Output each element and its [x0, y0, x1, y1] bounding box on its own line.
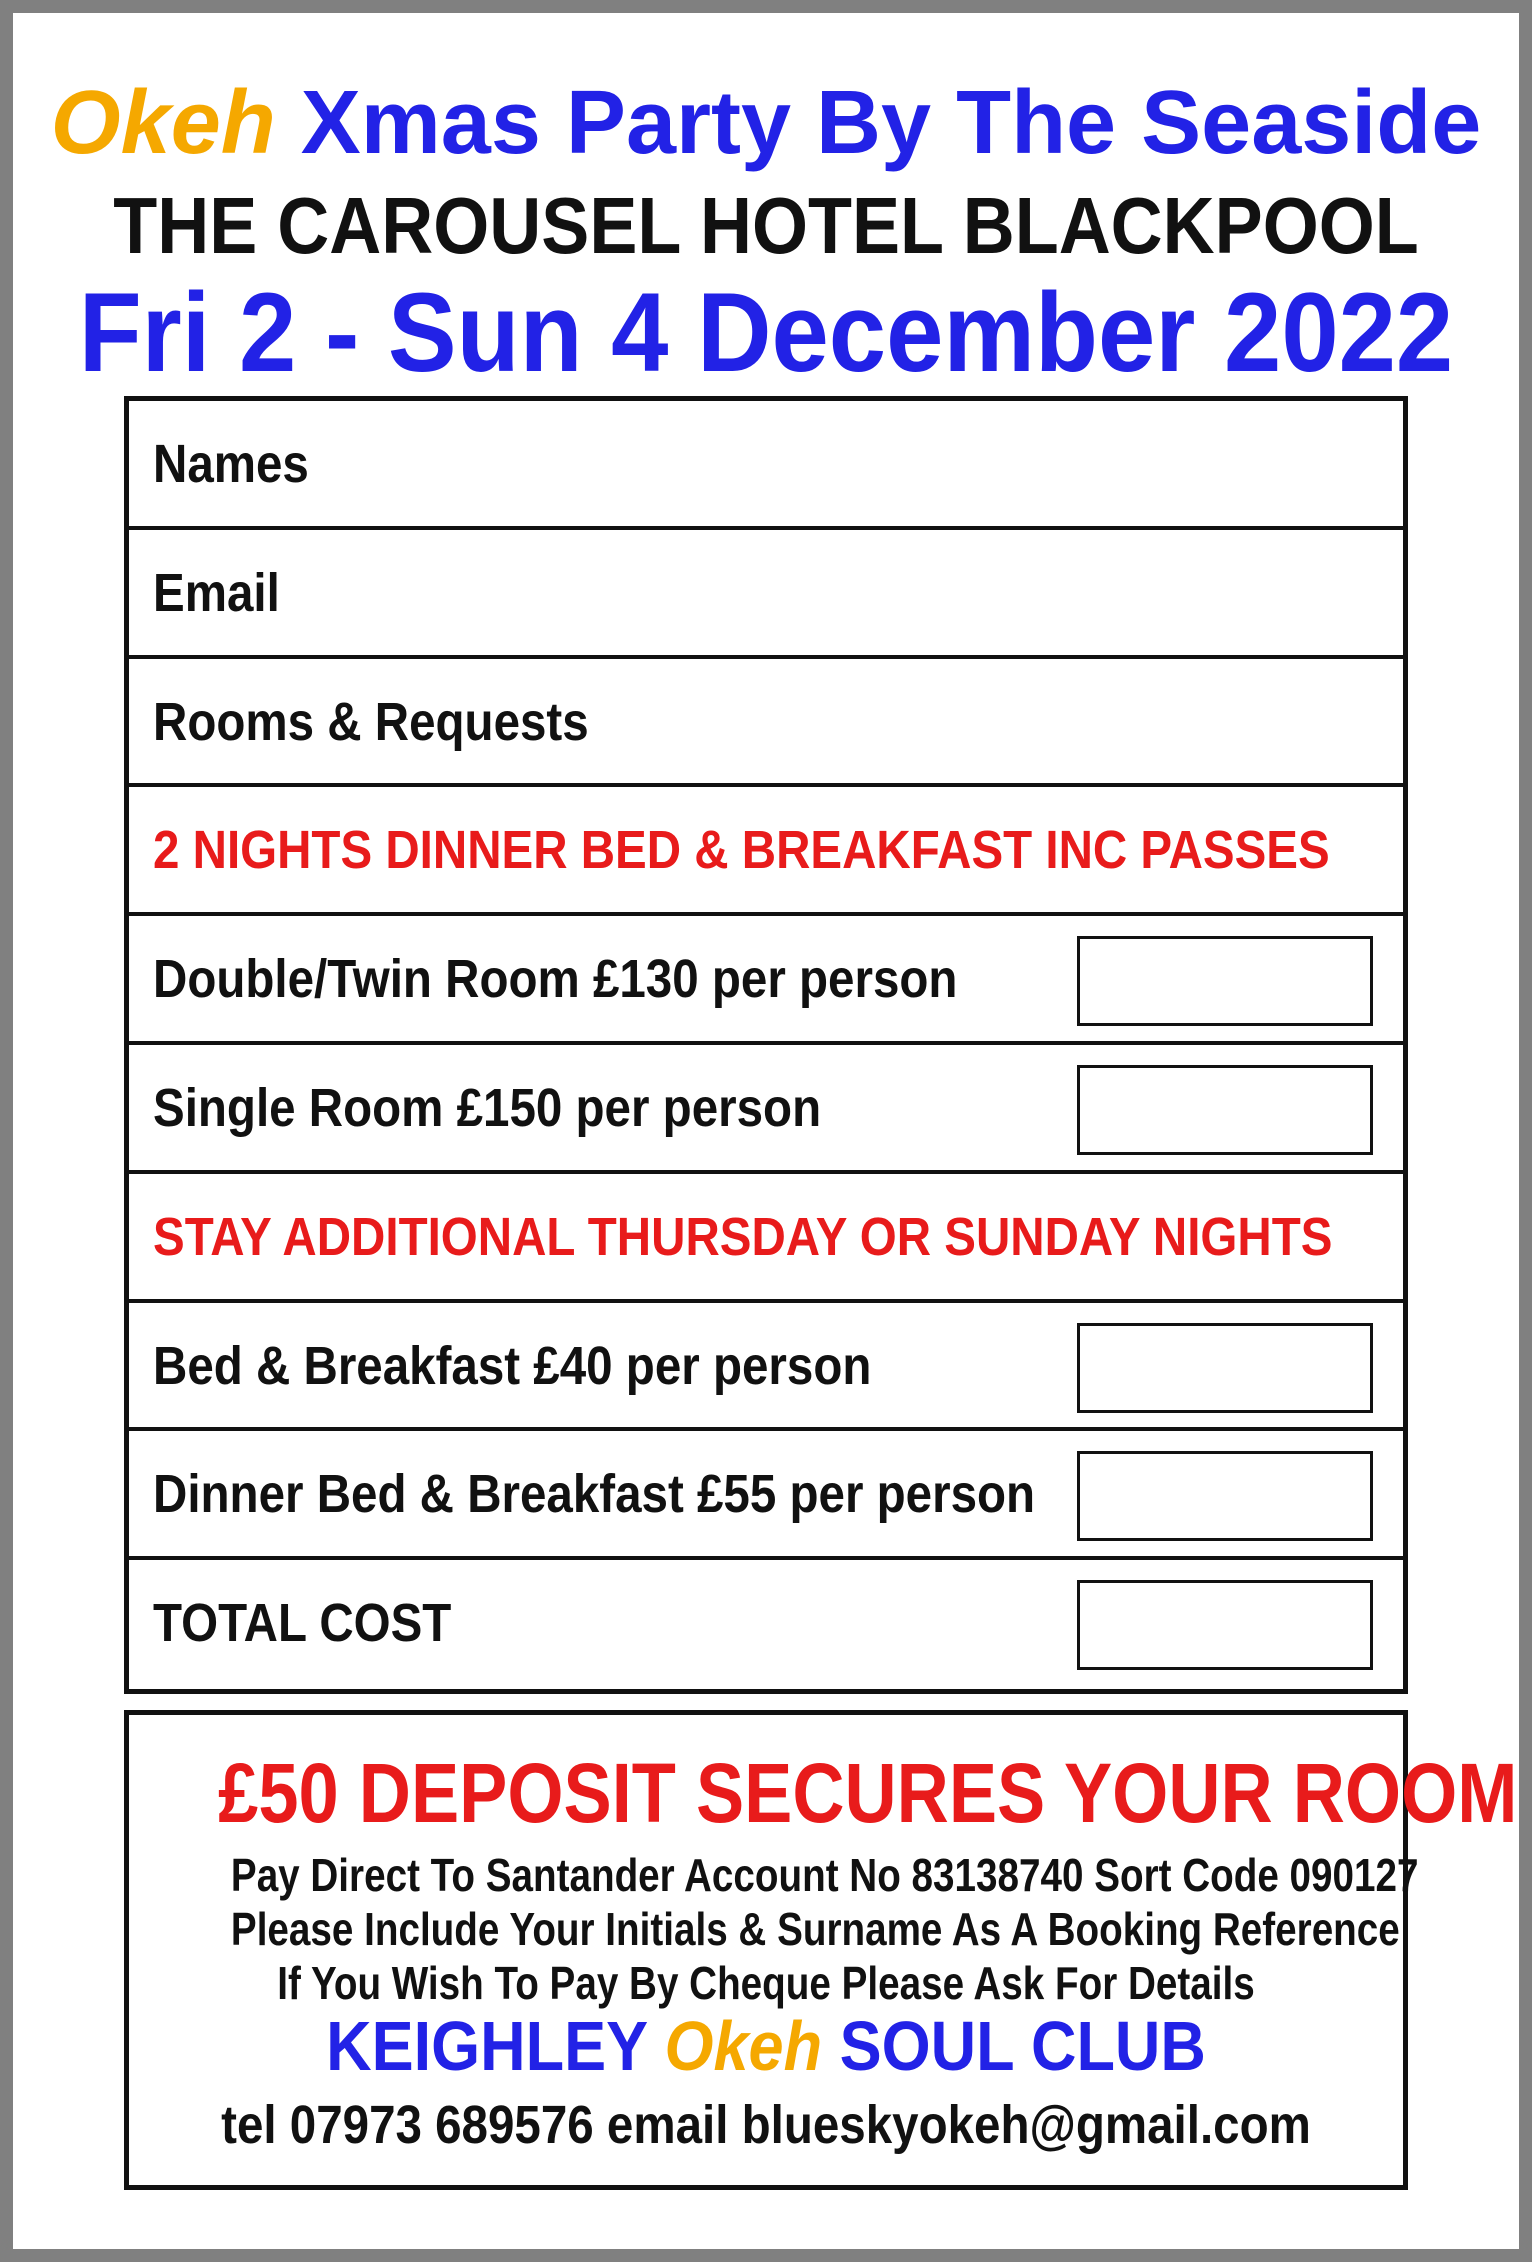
cheque-line: If You Wish To Pay By Cheque Please Ask For Details	[277, 1957, 1255, 2009]
event-title	[0, 68, 1532, 178]
form-row-double-twin-room-130-per-person	[129, 916, 1403, 1045]
form-row-dinner-bed-breakfast-55-per-person	[129, 1431, 1403, 1560]
booking-form	[124, 396, 1408, 1694]
entry-box[interactable]	[1077, 1323, 1373, 1413]
row-label: Names	[153, 434, 309, 494]
row-label: Dinner Bed & Breakfast £55 per person	[153, 1464, 1036, 1525]
booking-reference-line: Please Include Your Initials & Surname As A Booking Reference	[230, 1903, 1400, 1955]
club-name-post: SOUL CLUB	[839, 2007, 1206, 2085]
row-label: Single Room £150 per person	[153, 1078, 822, 1138]
form-row-2-nights-dinner-bed-breakfast-inc-passes	[129, 787, 1403, 916]
section-heading: STAY ADDITIONAL THURSDAY OR SUNDAY NIGHTS	[153, 1206, 1333, 1267]
form-row-total-cost	[129, 1560, 1403, 1689]
form-row-stay-additional-thursday-or-sunday-nights	[129, 1174, 1403, 1303]
payment-info-panel	[124, 1710, 1518, 2190]
venue-name: THE CAROUSEL HOTEL BLACKPOOL	[113, 181, 1419, 270]
deposit-notice: £50 DEPOSIT SECURES YOUR ROOM	[218, 1746, 1518, 1840]
entry-box[interactable]	[1077, 936, 1373, 1026]
event-title-text: Xmas Party By The Seaside	[300, 73, 1482, 173]
entry-box[interactable]	[1077, 1580, 1373, 1670]
row-label: Double/Twin Room £130 per person	[153, 949, 958, 1010]
club-name-pre: KEIGHLEY	[326, 2007, 647, 2085]
event-dates: Fri 2 - Sun 4 December 2022	[78, 270, 1454, 395]
club-name	[193, 2005, 1340, 2087]
okeh-brand: Okeh	[50, 73, 276, 173]
form-row-email[interactable]	[129, 530, 1403, 659]
entry-box[interactable]	[1077, 1065, 1373, 1155]
form-row-single-room-150-per-person	[129, 1045, 1403, 1174]
form-row-rooms-requests[interactable]	[129, 659, 1403, 788]
entry-box[interactable]	[1077, 1451, 1373, 1541]
form-row-names[interactable]	[129, 401, 1403, 530]
form-row-bed-breakfast-40-per-person	[129, 1303, 1403, 1432]
contact-details: tel 07973 689576 email blueskyokeh@gmail.com	[221, 2095, 1311, 2155]
row-label: TOTAL COST	[153, 1593, 452, 1654]
row-label: Rooms & Requests	[153, 691, 589, 752]
row-label: Email	[153, 562, 280, 623]
row-label: Bed & Breakfast £40 per person	[153, 1335, 872, 1396]
bank-details-line: Pay Direct To Santander Account No 83138740 Sort Code 090127	[230, 1849, 1419, 1901]
section-heading: 2 NIGHTS DINNER BED & BREAKFAST INC PASSES	[153, 820, 1330, 881]
club-okeh-brand: Okeh	[664, 2007, 823, 2085]
